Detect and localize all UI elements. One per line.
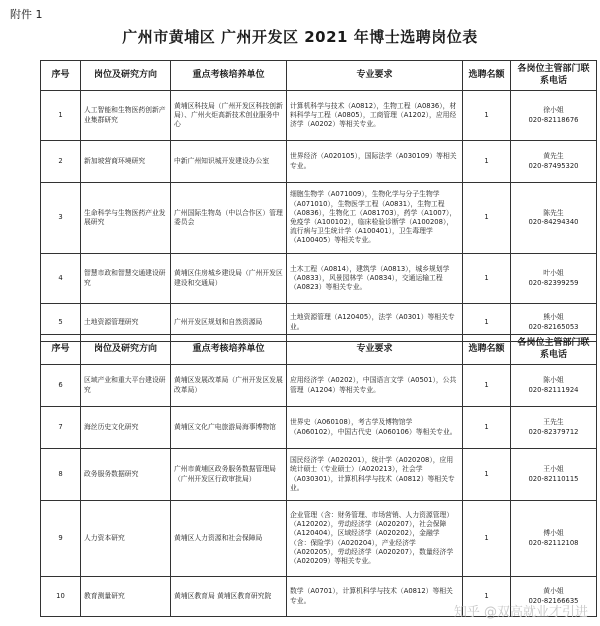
contact-phone: 020-82379712 bbox=[528, 427, 579, 436]
quota-cell: 1 bbox=[463, 449, 511, 501]
quota-cell: 1 bbox=[463, 407, 511, 449]
row-number: 3 bbox=[41, 183, 81, 254]
header-quota: 选聘名额 bbox=[463, 61, 511, 91]
contact-cell bbox=[511, 254, 597, 304]
contact-name: 王小姐 bbox=[543, 465, 564, 474]
position-cell: 新加坡营商环境研究 bbox=[81, 141, 171, 183]
unit-cell: 广州国际生物岛（中以合作区）管理委员会 bbox=[171, 183, 287, 254]
table-body-top bbox=[41, 91, 597, 342]
positions-table-bottom bbox=[40, 334, 597, 617]
header-contact: 各岗位主管部门联系电话 bbox=[511, 61, 597, 91]
contact-phone: 020-82112108 bbox=[528, 538, 579, 547]
quota-cell: 1 bbox=[463, 501, 511, 577]
row-number: 4 bbox=[41, 254, 81, 304]
unit-cell: 广州开发区规划和自然资源局 bbox=[171, 304, 287, 342]
major-cell: 企业管理（含：财务管理、市场营销、人力资源管理）（A120202），劳动经济学（A020207），社会保障（A120404），区域经济学（A020202），金融学（含：保险学）（A020204），产业经济学（A020205），劳动经济学（A020207），数量经济学（A020209）等相关专业。 bbox=[287, 501, 463, 577]
contact-name: 黄先生 bbox=[543, 152, 564, 161]
contact-phone: 020-82118676 bbox=[528, 115, 579, 124]
position-cell: 人工智能和生物医药创新产业集群研究 bbox=[81, 91, 171, 141]
contact-phone: 020-82166635 bbox=[528, 596, 579, 605]
unit-cell: 黄埔区人力资源和社会保障局 bbox=[171, 501, 287, 577]
contact-cell bbox=[511, 183, 597, 254]
table-row bbox=[41, 407, 597, 449]
header-position: 岗位及研究方向 bbox=[81, 61, 171, 91]
contact-cell bbox=[511, 141, 597, 183]
row-number: 1 bbox=[41, 91, 81, 141]
major-cell: 数学（A0701），计算机科学与技术（A0812）等相关专业。 bbox=[287, 577, 463, 617]
major-cell: 细胞生物学（A071009），生物化学与分子生物学（A071010），生物医学工程（A0831），生物工程（A0836），生物化工（A081703），药学（A1007），免疫学（A100102），临床检验诊断学（A100208），流行病与卫生统计学（A100401），卫生毒理学（A100405）等相关专业。 bbox=[287, 183, 463, 254]
position-cell: 政务服务数据研究 bbox=[81, 449, 171, 501]
table-row bbox=[41, 501, 597, 577]
contact-name: 黄小姐 bbox=[543, 587, 564, 596]
row-number: 10 bbox=[41, 577, 81, 617]
table-row bbox=[41, 254, 597, 304]
header-unit: 重点考核培养单位 bbox=[171, 61, 287, 91]
contact-phone: 020-82111924 bbox=[528, 385, 579, 394]
position-cell: 土地资源管理研究 bbox=[81, 304, 171, 342]
table-row bbox=[41, 183, 597, 254]
row-number: 5 bbox=[41, 304, 81, 342]
header-contact: 各岗位主管部门联系电话 bbox=[511, 335, 597, 365]
quota-cell: 1 bbox=[463, 141, 511, 183]
contact-name: 王先生 bbox=[543, 418, 564, 427]
contact-cell bbox=[511, 407, 597, 449]
unit-cell: 黄埔区住房城乡建设局（广州开发区建设和交通局） bbox=[171, 254, 287, 304]
page-title: 广州市黄埔区 广州开发区 2021 年博士选聘岗位表 bbox=[122, 28, 478, 46]
contact-name: 傅小姐 bbox=[543, 529, 564, 538]
table-row bbox=[41, 449, 597, 501]
position-cell: 教育测量研究 bbox=[81, 577, 171, 617]
contact-phone: 020-82399259 bbox=[528, 278, 579, 287]
position-cell: 区域产业和重大平台建设研究 bbox=[81, 365, 171, 407]
contact-name: 徐小姐 bbox=[543, 106, 564, 115]
contact-phone: 020-82165053 bbox=[528, 322, 579, 331]
table-row bbox=[41, 141, 597, 183]
position-cell: 智慧市政和智慧交通建设研究 bbox=[81, 254, 171, 304]
unit-cell: 黄埔区教育局 黄埔区教育研究院 bbox=[171, 577, 287, 617]
quota-cell: 1 bbox=[463, 254, 511, 304]
row-number: 9 bbox=[41, 501, 81, 577]
header-major: 专业要求 bbox=[287, 335, 463, 365]
header-position: 岗位及研究方向 bbox=[81, 335, 171, 365]
contact-phone: 020-87495320 bbox=[528, 161, 579, 170]
contact-cell bbox=[511, 449, 597, 501]
major-cell: 世界史（A060108），考古学及博物馆学（A060102），中国古代史（A060106）等相关专业。 bbox=[287, 407, 463, 449]
major-cell: 世界经济（A020105），国际法学（A030109）等相关专业。 bbox=[287, 141, 463, 183]
quota-cell: 1 bbox=[463, 183, 511, 254]
major-cell: 土木工程（A0814），建筑学（A0813），城乡规划学（A0833），风景园林学（A0834），交通运输工程（A0823）等相关专业。 bbox=[287, 254, 463, 304]
quota-cell: 1 bbox=[463, 304, 511, 342]
major-cell: 应用经济学（A0202），中国语言文学（A0501），公共管理（A1204）等相关专业。 bbox=[287, 365, 463, 407]
quota-cell: 1 bbox=[463, 91, 511, 141]
table-row bbox=[41, 91, 597, 141]
contact-cell bbox=[511, 501, 597, 577]
position-cell: 人力资本研究 bbox=[81, 501, 171, 577]
attachment-label: 附件 1 bbox=[10, 8, 43, 21]
header-unit: 重点考核培养单位 bbox=[171, 335, 287, 365]
table-row bbox=[41, 365, 597, 407]
contact-phone: 020-84294340 bbox=[528, 218, 579, 226]
quota-cell: 1 bbox=[463, 577, 511, 617]
unit-cell: 广州市黄埔区政务服务数据管理局（广州开发区行政审批局） bbox=[171, 449, 287, 501]
row-number: 6 bbox=[41, 365, 81, 407]
position-cell: 海丝历史文化研究 bbox=[81, 407, 171, 449]
contact-name: 陈小姐 bbox=[543, 376, 564, 385]
contact-cell bbox=[511, 91, 597, 141]
header-quota: 选聘名额 bbox=[463, 335, 511, 365]
row-number: 7 bbox=[41, 407, 81, 449]
header-major: 专业要求 bbox=[287, 61, 463, 91]
table-body-bottom bbox=[41, 365, 597, 617]
row-number: 8 bbox=[41, 449, 81, 501]
contact-name: 陈先生 bbox=[543, 208, 564, 217]
contact-cell bbox=[511, 365, 597, 407]
contact-name: 叶小姐 bbox=[543, 269, 564, 278]
row-number: 2 bbox=[41, 141, 81, 183]
major-cell: 国民经济学（A020201），统计学（A020208），应用统计硕士（专业硕士）（A020213），社会学（A030301），计算机科学与技术（A0812）等相关专业。 bbox=[287, 449, 463, 501]
watermark: 知乎 @双高就业才引进 bbox=[453, 605, 588, 620]
positions-table-top bbox=[40, 60, 597, 342]
header-no: 序号 bbox=[41, 335, 81, 365]
major-cell: 计算机科学与技术（A0812），生物工程（A0836），材料科学与工程（A0805），工商管理（A1202），应用经济学（A0202）等相关专业。 bbox=[287, 91, 463, 141]
header-no: 序号 bbox=[41, 61, 81, 91]
unit-cell: 黄埔区科技局（广州开发区科技创新局）、广州火炬高新技术创业服务中心 bbox=[171, 91, 287, 141]
contact-phone: 020-82110115 bbox=[528, 474, 579, 483]
contact-name: 熊小姐 bbox=[543, 313, 564, 322]
major-cell: 土地资源管理（A120405），法学（A0301）等相关专业。 bbox=[287, 304, 463, 342]
unit-cell: 黄埔区文化广电旅游局海事博物馆 bbox=[171, 407, 287, 449]
position-cell: 生命科学与生物医药产业发展研究 bbox=[81, 183, 171, 254]
quota-cell: 1 bbox=[463, 365, 511, 407]
unit-cell: 中新广州知识城开发建设办公室 bbox=[171, 141, 287, 183]
unit-cell: 黄埔区发展改革局（广州开发区发展改革局） bbox=[171, 365, 287, 407]
